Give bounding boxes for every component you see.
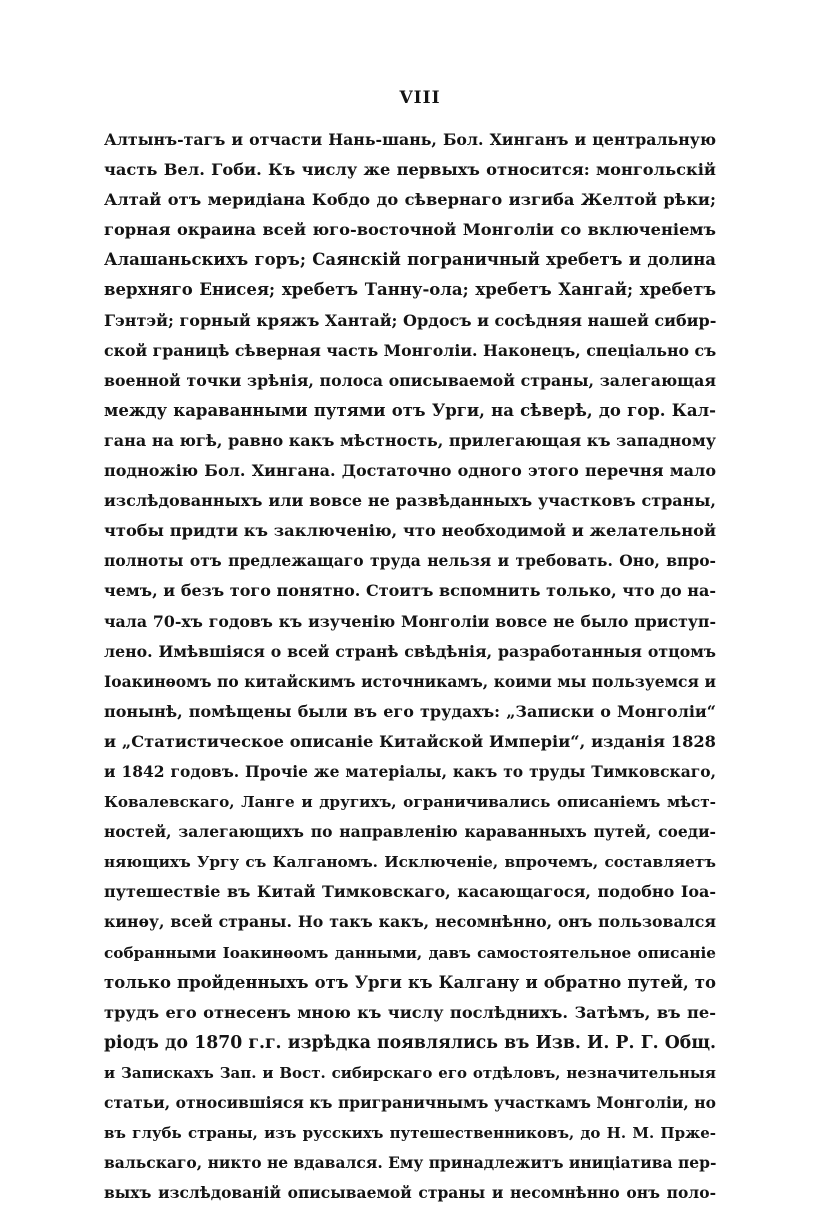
text-line: Алтынъ-тагъ и отчасти Нань-шань, Бол. Хинганъ и центральную (104, 130, 716, 149)
text-line: ріодъ до 1870 г.г. изрѣдка появлялись въ Изв. И. Р. Г. Общ. (104, 1032, 716, 1053)
text-line: и Запискахъ Зап. и Вост. сибирскаго его отдѣловъ, незначительныя (104, 1063, 716, 1082)
text-line: путешествіе въ Китай Тимковскаго, касающагося, подобно Іоа- (104, 882, 716, 902)
text-line: ностей, залегающихъ по направленію караванныхъ путей, соеди- (104, 822, 716, 842)
text-line: часть Вел. Гоби. Къ числу же первыхъ относится: монгольскій (104, 160, 716, 180)
text-line: Гэнтэй; горный кряжъ Хантай; Ордосъ и сосѣдняя нашей сибир- (104, 310, 716, 330)
text-line: понынѣ, помѣщены были въ его трудахъ: „Записки о Монголіи“ (104, 701, 716, 721)
text-line: чала 70-хъ годовъ къ изученію Монголіи вовсе не было приступ- (104, 611, 716, 631)
text-line: изслѣдованныхъ или вовсе не развѣданныхъ участковъ страны, (104, 491, 716, 511)
text-line: военной точки зрѣнія, полоса описываемой страны, залегающая (104, 370, 716, 390)
text-line: между караванными путями отъ Урги, на сѣверѣ, до гор. Кал- (104, 400, 716, 420)
text-line: трудъ его отнесенъ мною къ числу послѣднихъ. Затѣмъ, въ пе- (104, 1002, 716, 1022)
text-line: и 1842 годовъ. Прочіе же матеріалы, какъ то труды Тимковскаго, (104, 761, 716, 781)
text-line: вальскаго, никто не вдавался. Ему принадлежитъ иниціатива пер- (104, 1153, 716, 1173)
text-line: верхняго Енисея; хребетъ Танну-ола; хребетъ Хангай; хребетъ (104, 280, 716, 300)
text-line: ской границѣ сѣверная часть Монголіи. Наконецъ, спеціально съ (104, 340, 716, 360)
text-line: Алтай отъ меридіана Кобдо до сѣвернаго изгиба Желтой рѣки; (104, 190, 716, 210)
text-line: гана на югѣ, равно какъ мѣстность, прилегающая къ западному (104, 430, 716, 450)
text-line: только пройденныхъ отъ Урги къ Калгану и обратно путей, то (104, 972, 716, 992)
page-number: VIII (399, 88, 441, 108)
body-text (104, 125, 716, 1208)
text-line: подножію Бол. Хингана. Достаточно одного этого перечня мало (104, 461, 716, 481)
text-line: кинѳу, всей страны. Но такъ какъ, несомнѣнно, онъ пользовался (104, 912, 716, 932)
text-line: и „Статистическое описаніе Китайской Имперіи“, изданія 1828 (104, 731, 716, 751)
text-line: полноты отъ предлежащаго труда нельзя и требовать. Оно, впро- (104, 551, 716, 571)
text-line: въ глубь страны, изъ русскихъ путешественниковъ, до Н. М. Прже- (104, 1124, 716, 1143)
text-line: Алашаньскихъ горъ; Саянскій пограничный хребетъ и долина (104, 250, 716, 270)
text-line: няющихъ Ургу съ Калганомъ. Исключеніе, впрочемъ, составляетъ (104, 853, 716, 872)
text-line: статьи, относившіяся къ приграничнымъ участкамъ Монголіи, но (104, 1093, 716, 1112)
text-line: чемъ, и безъ того понятно. Стоитъ вспомнить только, что до на- (104, 581, 716, 601)
text-line: лено. Имѣвшіяся о всей странѣ свѣдѣнія, разработанныя отцомъ (104, 641, 716, 661)
text-line: собранными Іоакинѳомъ данными, давъ самостоятельное описаніе (104, 943, 716, 962)
text-line: выхъ изслѣдованій описываемой страны и несомнѣнно онъ поло- (104, 1183, 716, 1203)
text-line: чтобы придти къ заключенію, что необходимой и желательной (104, 521, 716, 541)
text-line: Іоакинѳомъ по китайскимъ источникамъ, коими мы пользуемся и (104, 671, 716, 691)
text-line: горная окраина всей юго-восточной Монголіи со включеніемъ (104, 220, 716, 240)
text-line: Ковалевскаго, Ланге и другихъ, ограничивались описаніемъ мѣст- (104, 793, 716, 812)
